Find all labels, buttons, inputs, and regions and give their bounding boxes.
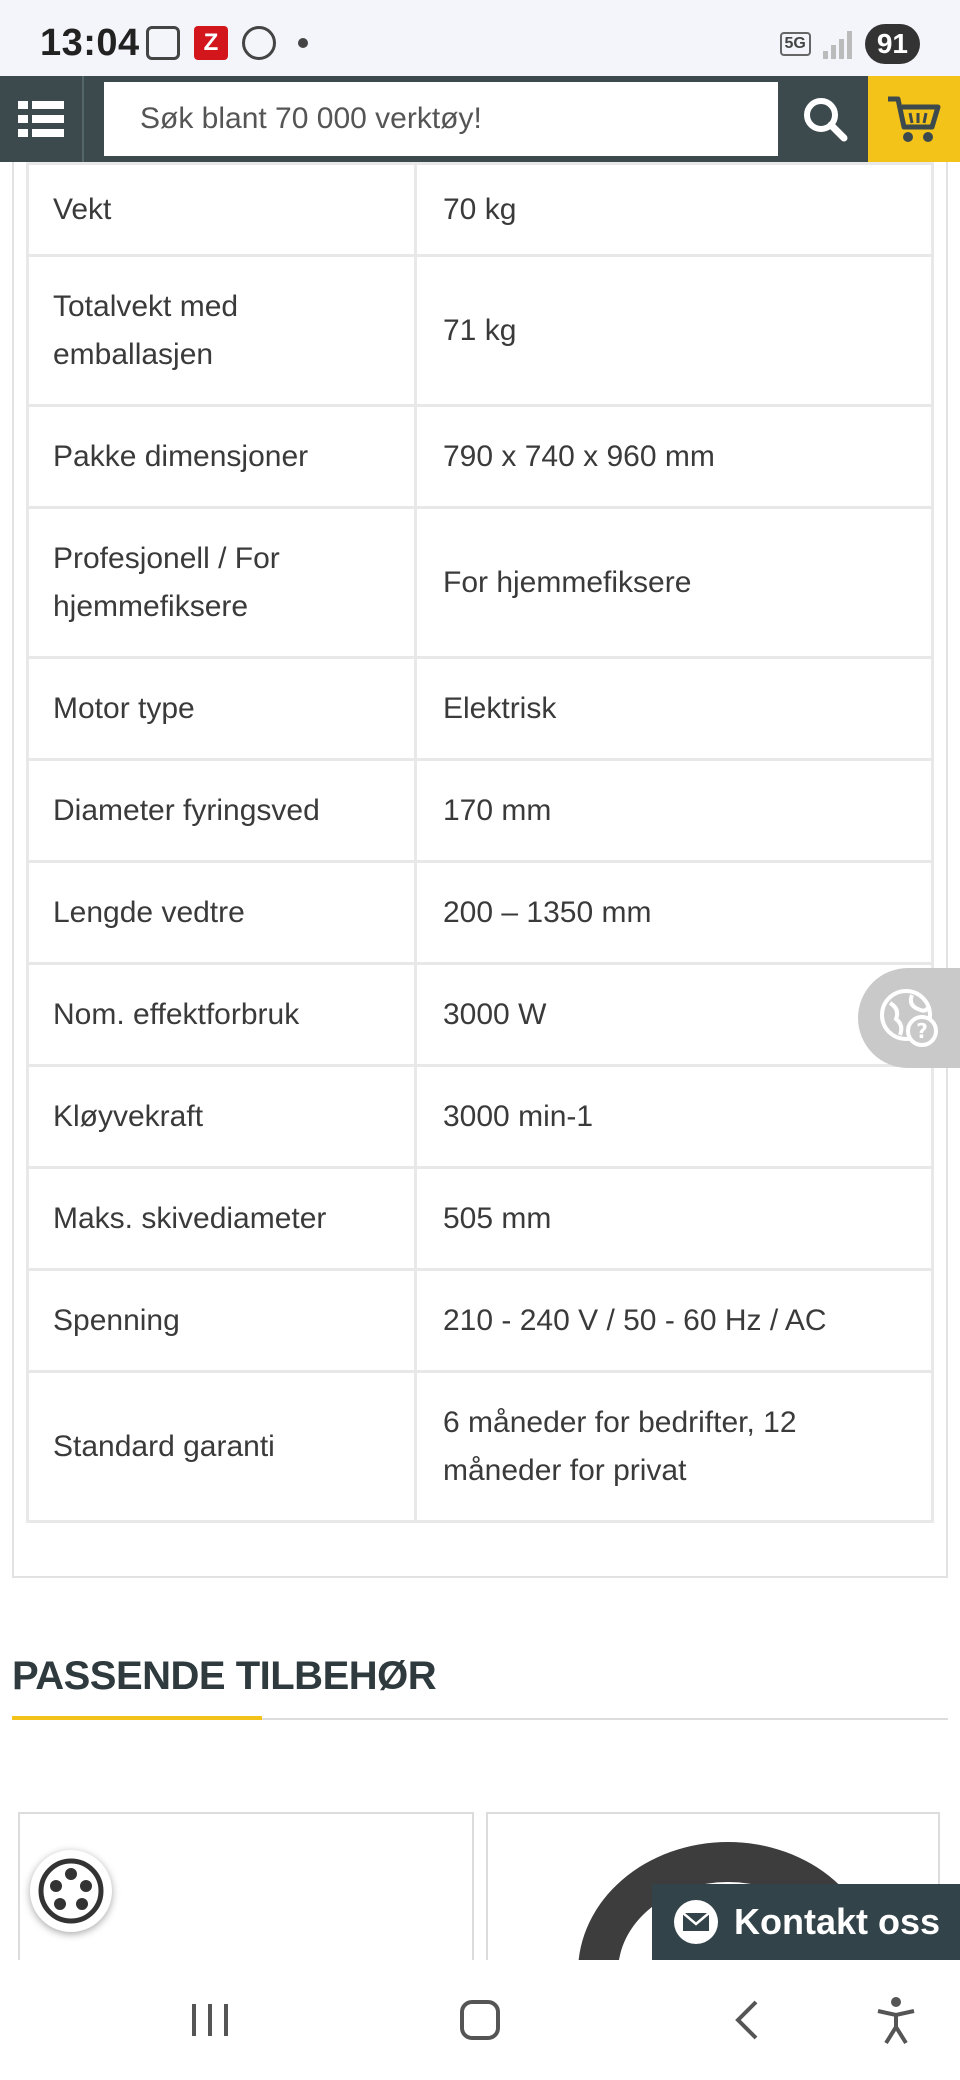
spec-key: Motor type [28, 658, 416, 760]
spec-row [28, 964, 933, 1066]
globe-help-icon [878, 987, 940, 1049]
accessibility-icon [874, 1995, 918, 2045]
spec-row [28, 164, 933, 256]
contact-button[interactable] [652, 1884, 960, 1960]
back-icon [728, 1998, 768, 2042]
spec-key: Nom. effektforbruk [28, 964, 416, 1066]
section-accent-bar [12, 1716, 262, 1720]
spec-key: Standard garanti [28, 1372, 416, 1522]
spec-row [28, 760, 933, 862]
menu-button[interactable] [0, 76, 84, 162]
spec-value: Elektrisk [416, 658, 933, 760]
search-icon [800, 94, 850, 144]
spec-key: Pakke dimensjoner [28, 406, 416, 508]
spec-row [28, 862, 933, 964]
status-time: 13:04 [40, 22, 140, 64]
contact-label: Kontakt oss [734, 1901, 941, 1942]
accessibility-button[interactable] [856, 1990, 936, 2050]
spec-row [28, 508, 933, 658]
cart-icon [886, 93, 942, 145]
spec-value: For hjemmefiksere [416, 508, 933, 658]
spec-value: 6 måneder for bedrifter, 12 måneder for privat [416, 1372, 933, 1522]
menu-icon [18, 101, 64, 137]
spec-row [28, 406, 933, 508]
spec-key: Vekt [28, 164, 416, 256]
recent-apps-icon [188, 2000, 232, 2040]
spec-value: 790 x 740 x 960 mm [416, 406, 933, 508]
spec-key: Spenning [28, 1270, 416, 1372]
home-icon [458, 1998, 502, 2042]
status-right [780, 24, 921, 64]
more-notifications-icon [298, 38, 308, 48]
spec-value: 71 kg [416, 256, 933, 406]
spec-row [28, 1168, 933, 1270]
help-float-button[interactable] [858, 968, 960, 1068]
spec-key: Maks. skivediameter [28, 1168, 416, 1270]
spec-key: Lengde vedtre [28, 862, 416, 964]
spec-value: 3000 min-1 [416, 1066, 933, 1168]
cookie-icon [36, 1856, 106, 1926]
clipboard-notification-icon [242, 26, 276, 60]
spec-key: Profesjonell / For hjemmefiksere [28, 508, 416, 658]
spec-value: 70 kg [416, 164, 933, 256]
spec-row [28, 658, 933, 760]
spec-value: 210 - 240 V / 50 - 60 Hz / AC [416, 1270, 933, 1372]
recent-apps-button[interactable] [170, 1990, 250, 2050]
spec-value: 170 mm [416, 760, 933, 862]
battery-indicator: 91 [865, 24, 920, 64]
site-header [0, 76, 960, 162]
spec-row [28, 1066, 933, 1168]
cart-button[interactable] [868, 76, 960, 162]
spec-value: 200 – 1350 mm [416, 862, 933, 964]
status-bar [0, 0, 960, 76]
svg-text:?: ? [916, 1019, 928, 1043]
gallery-notification-icon [146, 26, 180, 60]
network-type-icon: 5G [780, 32, 811, 56]
status-notification-icons [146, 26, 308, 60]
spec-row [28, 1270, 933, 1372]
search-button[interactable] [782, 76, 868, 162]
mail-icon [672, 1898, 720, 1946]
search-input[interactable]: Søk blant 70 000 verktøy! [104, 82, 778, 156]
spec-key: Kløyvekraft [28, 1066, 416, 1168]
spec-row [28, 256, 933, 406]
back-button[interactable] [708, 1990, 788, 2050]
spec-table [26, 162, 934, 1523]
spec-value: 3000 W [416, 964, 933, 1066]
cookie-settings-button[interactable] [30, 1850, 112, 1932]
signal-icon [823, 29, 853, 59]
home-button[interactable] [440, 1990, 520, 2050]
spec-key: Diameter fyringsved [28, 760, 416, 862]
spec-value: 505 mm [416, 1168, 933, 1270]
section-title: PASSENDE TILBEHØR [12, 1654, 437, 1698]
system-nav-bar [0, 1960, 960, 2080]
spec-row [28, 1372, 933, 1522]
app-notification-icon: Z [194, 26, 228, 60]
spec-key: Totalvekt med emballasjen [28, 256, 416, 406]
